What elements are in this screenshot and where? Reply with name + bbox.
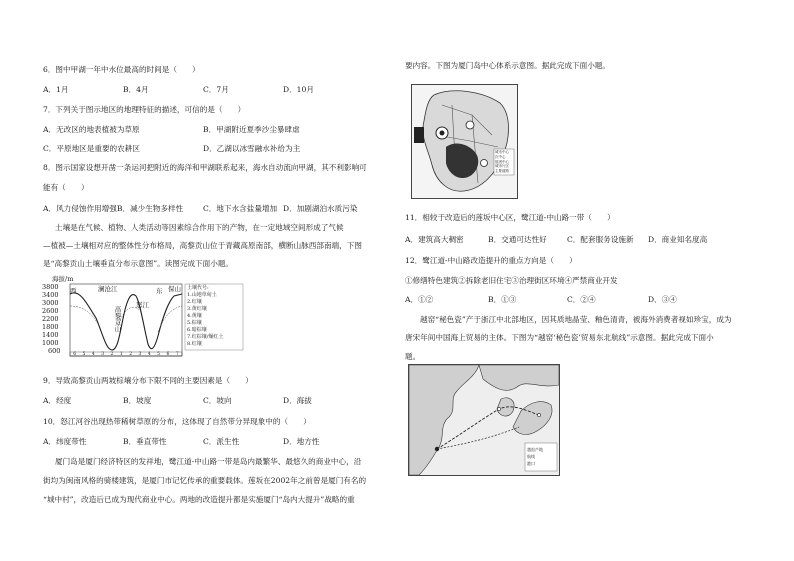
q12-option-d[interactable]: D．③④	[648, 295, 677, 304]
label-east: 东	[156, 287, 163, 295]
zone-4w: 4	[91, 352, 95, 357]
q7-option-d[interactable]: D．乙湖以冰雪融水补给为主	[203, 144, 301, 153]
q11-option-c[interactable]: C．配套服务设施新	[567, 235, 634, 244]
label-nujiang: 怒江	[136, 301, 149, 309]
soil-legend-5: 5.棕壤	[187, 320, 202, 326]
label-west: 西	[70, 287, 77, 295]
ytick-600: 600	[48, 347, 61, 355]
passage2-line1: 厦门岛是厦门经济特区的发祥地，鹭江道-中山路一带是岛内最繁华、最悠久的商业中心，沿	[55, 457, 362, 466]
ytick-3400: 3400	[42, 291, 59, 299]
passage2-line2: 街均为闽南风格的骑楼建筑，是厦门市记忆传承的重要载体。莲坂在2002年之前曾是厦门有名的	[43, 476, 367, 485]
legend-city-area: 城市片区	[495, 164, 509, 169]
xiamen-legend	[495, 150, 515, 174]
soil-legend-2: 2.红壤	[187, 299, 202, 305]
ytick-1400: 1400	[42, 331, 59, 339]
soil-legend-7: 7.红棕壤/燥红土	[187, 334, 224, 340]
soil-legend-4: 4.黄壤	[187, 313, 202, 319]
legend-city-center: 城市中心	[495, 150, 509, 154]
q8-stem-cont: 能有（ ）	[43, 183, 89, 192]
zone-6w: 6	[73, 352, 77, 357]
q11-option-d[interactable]: D．商业知名度高	[648, 235, 708, 244]
q6-option-d[interactable]: D．10月	[283, 85, 314, 94]
passage2-line3: “城中村”，改造后已成为现代商业中心。两地的改造提升都是实施厦门“岛内大提升”战略的重	[43, 495, 355, 504]
q12-stem: 12．鹭江道-中山路改造提升的重点方向是（ ）	[405, 256, 577, 265]
legend-main-road: 主要道路	[495, 169, 509, 174]
trade-legend	[527, 446, 543, 467]
q9-option-d[interactable]: D．海拔	[283, 396, 312, 405]
soil-y-axis-label: 海拔/m	[52, 275, 74, 283]
soil-legend-3: 3.黄红壤	[187, 306, 207, 312]
zone-2e: 2	[129, 352, 133, 357]
q10-option-d[interactable]: D．地方性	[283, 437, 320, 446]
q8-stem: 8．图示国家设想开凿一条运河把附近的海洋和甲湖联系起来，海水自动流向甲湖，其不利影响可	[43, 163, 367, 172]
zone-5w: 5	[82, 352, 86, 357]
q9-option-c[interactable]: C．坡向	[203, 396, 232, 405]
passage3-line1: 越窑“秘色瓷”产于浙江中北部地区，因其质地晶莹、釉色清青，被海外消费者视如珍宝，成为	[420, 315, 732, 324]
legend-group-center: 组团中心	[495, 159, 509, 164]
zone-5e: 5	[157, 352, 161, 357]
legend-sub-center: 次中心	[495, 154, 506, 159]
q9-option-b[interactable]: B．坡度	[123, 396, 152, 405]
soil-legend-1: 1.山地草甸土	[187, 292, 217, 298]
q12-option-a[interactable]: A．①②	[405, 295, 434, 304]
zone-7e: 7	[175, 352, 179, 357]
q10-stem: 10．怒江河谷出现热带稀树草原的分布，这体现了自然带分异现象中的（ ）	[43, 417, 311, 426]
zone-3e: 3	[138, 352, 142, 357]
ytick-1800: 1800	[42, 323, 59, 331]
zone-4e: 4	[147, 352, 151, 357]
passage1-line3: 是“高黎贡山土壤垂直分布示意图”。读图完成下面小题。	[43, 259, 234, 268]
q10-option-c[interactable]: C．派生性	[203, 437, 240, 446]
passage1-line2: —植被—土壤相对应的整体性分布格局，高黎贡山位于青藏高原南部，横断山脉西部南端，下图	[43, 241, 362, 250]
q6-stem: 6．图中甲湖一年中水位最高的时间是（ ）	[43, 65, 200, 74]
q11-stem: 11．相较于改造后的莲坂中心区，鹭江道-中山路一带（ ）	[405, 213, 615, 222]
ytick-1000: 1000	[42, 339, 59, 347]
q12-option-b[interactable]: B．①③	[488, 295, 517, 304]
q6-option-a[interactable]: A．1月	[43, 85, 69, 94]
q7-option-b[interactable]: B．甲湖附近夏季沙尘暴肆虐	[203, 125, 300, 134]
xiamen-center-map	[411, 84, 518, 199]
q10-option-a[interactable]: A．纬度带性	[43, 437, 87, 446]
trade-route-map	[408, 364, 560, 476]
q9-option-a[interactable]: A．经度	[43, 396, 72, 405]
q9-stem: 9．导致高黎贡山两坡棕壤分布下限不同的主要因素是（ ）	[43, 376, 253, 385]
q10-option-b[interactable]: B．垂直带性	[123, 437, 167, 446]
passage3-line3: 题。	[405, 352, 421, 361]
ytick-2600: 2600	[42, 307, 59, 315]
zone-2w: 2	[110, 352, 114, 357]
zone-3w: 3	[101, 352, 105, 357]
q7-option-c[interactable]: C．平原地区是重要的农耕区	[43, 144, 140, 153]
q8-option-c[interactable]: C．地下水含盐量增加	[203, 204, 278, 213]
soil-legend-title: 土壤代号:	[187, 285, 209, 291]
xiamen-map-svg	[412, 85, 517, 198]
legend-route: 航线	[527, 454, 535, 459]
q11-option-a[interactable]: A．建筑高大稠密	[405, 235, 464, 244]
zone-1: 1	[119, 352, 123, 357]
passage1-line1: 土壤是在气候、植物、人类活动等因素综合作用下的产物，在一定地域空间形成了气候	[55, 223, 344, 232]
label-lancang: 澜沧江	[98, 285, 118, 293]
legend-kiln-origin: 越窑产地	[527, 447, 543, 452]
legend-port: 港口	[527, 461, 535, 466]
q11-option-b[interactable]: B．交通可达性好	[488, 235, 547, 244]
soil-legend-6: 6.暗棕壤	[187, 327, 207, 333]
q6-option-b[interactable]: B．4月	[123, 85, 149, 94]
q8-option-d[interactable]: D．加剧湖泊水质污染	[283, 204, 358, 213]
passage3-line2: 唐宋年间中国海上贸易的主体。下图为“越窑‘秘色瓷’贸易东北航线”示意图。据此完成下面小	[405, 333, 714, 342]
label-peak: 高黎贡山	[113, 306, 122, 332]
q12-option-c[interactable]: C．②④	[567, 295, 596, 304]
q8-option-a[interactable]: A．风力侵蚀作用增强B．减少生物多样性	[43, 204, 184, 213]
soil-legend-8: 8.红壤	[187, 341, 202, 347]
ytick-3800: 3800	[42, 283, 59, 291]
label-baoshan: 保山	[168, 285, 181, 293]
ytick-2200: 2200	[42, 315, 59, 323]
zone-6e: 6	[166, 352, 170, 357]
ytick-3000: 3000	[42, 299, 59, 307]
q7-stem: 7．下列关于图示地区的地理特征的描述，可信的是（ ）	[43, 105, 246, 114]
right-intro-line1: 要内容。下图为厦门岛中心体系示意图。据此完成下面小题。	[405, 61, 611, 70]
soil-diagram	[40, 276, 245, 362]
q6-option-c[interactable]: C．7月	[203, 85, 229, 94]
q12-items: ①修缮特色建筑②拆除老旧住宅③治理街区环境④严禁商业开发	[405, 276, 618, 285]
soil-bottom-row	[70, 353, 182, 358]
q7-option-a[interactable]: A．无改区的地表植被为草原	[43, 125, 140, 134]
